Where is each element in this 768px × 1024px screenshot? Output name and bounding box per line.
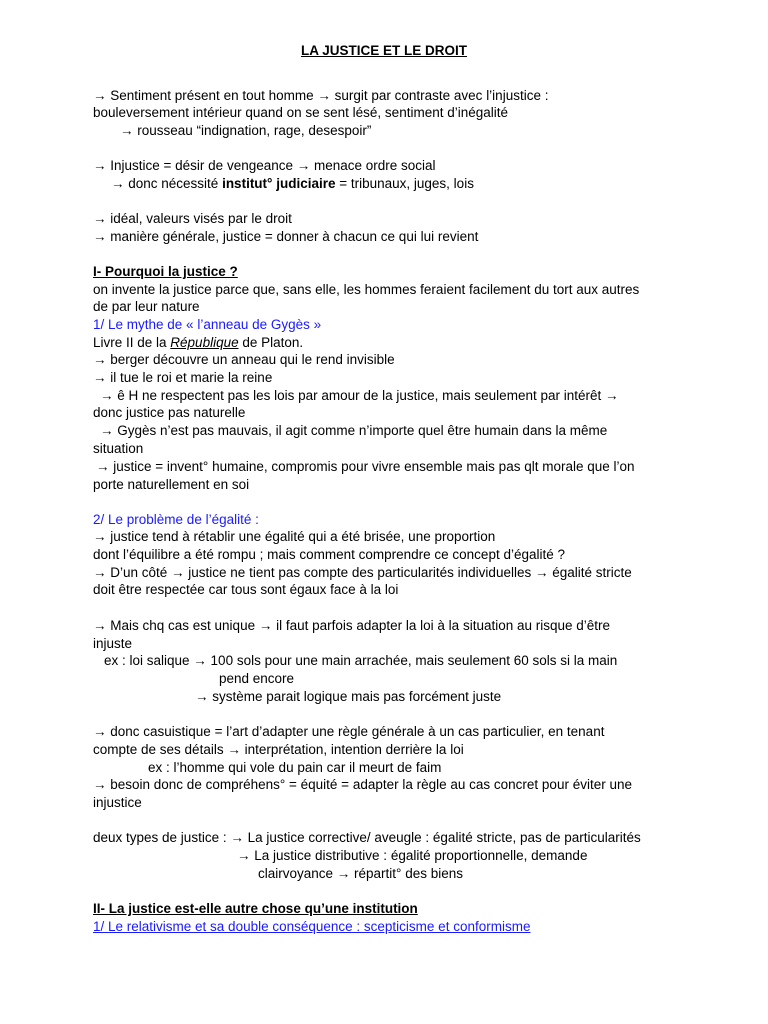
section-heading-2: II- La justice est-elle autre chose qu’une institution [93,901,418,916]
subheading-relativisme-link[interactable]: 1/ Le relativisme et sa double conséquence : scepticisme et conformisme [93,919,531,934]
body-line: → justice = invent° humaine, compromis pour vivre ensemble mais pas qlt morale que l’on [96,459,635,474]
example-line: ex : loi salique → 100 sols pour une main arrachée, mais seulement 60 sols si la main [104,653,618,668]
body-line: → donc casuistique = l’art d’adapter une règle générale à un cas particulier, en tenant [93,724,605,739]
book-title: République [170,335,239,350]
body-line: on invente la justice parce que, sans elle, les hommes feraient facilement du tort aux autres [93,282,640,297]
intro-line: → rousseau “indignation, rage, desespoir” [120,123,372,138]
body-line: → La justice distributive : égalité proportionnelle, demande [237,848,588,863]
text-span: = tribunaux, juges, lois [335,176,474,191]
body-line: → Mais chq cas est unique → il faut parfois adapter la loi à la situation au risque d’être [93,618,611,633]
body-line: dont l’équilibre a été rompu ; mais comment comprendre ce concept d’égalité ? [93,547,565,562]
body-line: → système parait logique mais pas forcément juste [195,689,502,704]
body-line: de par leur nature [93,299,200,314]
body-line [93,334,303,352]
body-line: deux types de justice : → La justice corrective/ aveugle : égalité stricte, pas de particularités [93,830,641,845]
text-span: Livre II de la [93,335,171,350]
bold-term: institut° judiciaire [222,176,336,191]
body-line: donc justice pas naturelle [93,405,246,420]
document-title: LA JUSTICE ET LE DROIT [300,43,467,58]
body-line: → D’un côté → justice ne tient pas compte des particularités individuelles → égalité stricte [93,565,632,580]
section-heading-1: I- Pourquoi la justice ? [93,264,238,279]
body-line: → besoin donc de compréhens° = équité = adapter la règle au cas concret pour éviter une [93,777,632,792]
intro-line: bouleversement intérieur quand on se sent lésé, sentiment d’inégalité [93,105,509,120]
body-line: doit être respectée car tous sont égaux face à la loi [93,582,399,597]
body-line: → il tue le roi et marie la reine [93,370,273,385]
intro-line [111,175,474,193]
body-line: situation [93,441,144,456]
body-line: → ê H ne respectent pas les lois par amour de la justice, mais seulement par intérêt → [100,388,619,403]
body-line: → Gygès n’est pas mauvais, il agit comme n’importe quel être humain dans la même [100,423,608,438]
example-line: pend encore [219,671,295,686]
body-line: clairvoyance → répartit° des biens [258,866,463,881]
text-span: → donc nécessité [111,176,223,191]
subheading-egalite: 2/ Le problème de l’égalité : [93,512,259,527]
intro-line: → idéal, valeurs visés par le droit [93,211,292,226]
intro-line: → Sentiment présent en tout homme → surgit par contraste avec l’injustice : [93,88,549,103]
intro-line: → Injustice = désir de vengeance → menace ordre social [93,158,436,173]
example-line: ex : l’homme qui vole du pain car il meurt de faim [148,760,442,775]
intro-line: → manière générale, justice = donner à chacun ce qui lui revient [93,229,479,244]
body-line: → berger découvre un anneau qui le rend invisible [93,352,395,367]
body-line: injuste [93,636,133,651]
body-line: injustice [93,795,142,810]
body-line: porte naturellement en soi [93,477,250,492]
body-line: compte de ses détails → interprétation, intention derrière la loi [93,742,464,757]
body-line: → justice tend à rétablir une égalité qui a été brisée, une proportion [93,529,496,544]
subheading-gyges: 1/ Le mythe de « l’anneau de Gygès » [93,317,322,332]
text-span: de Platon. [238,335,304,350]
